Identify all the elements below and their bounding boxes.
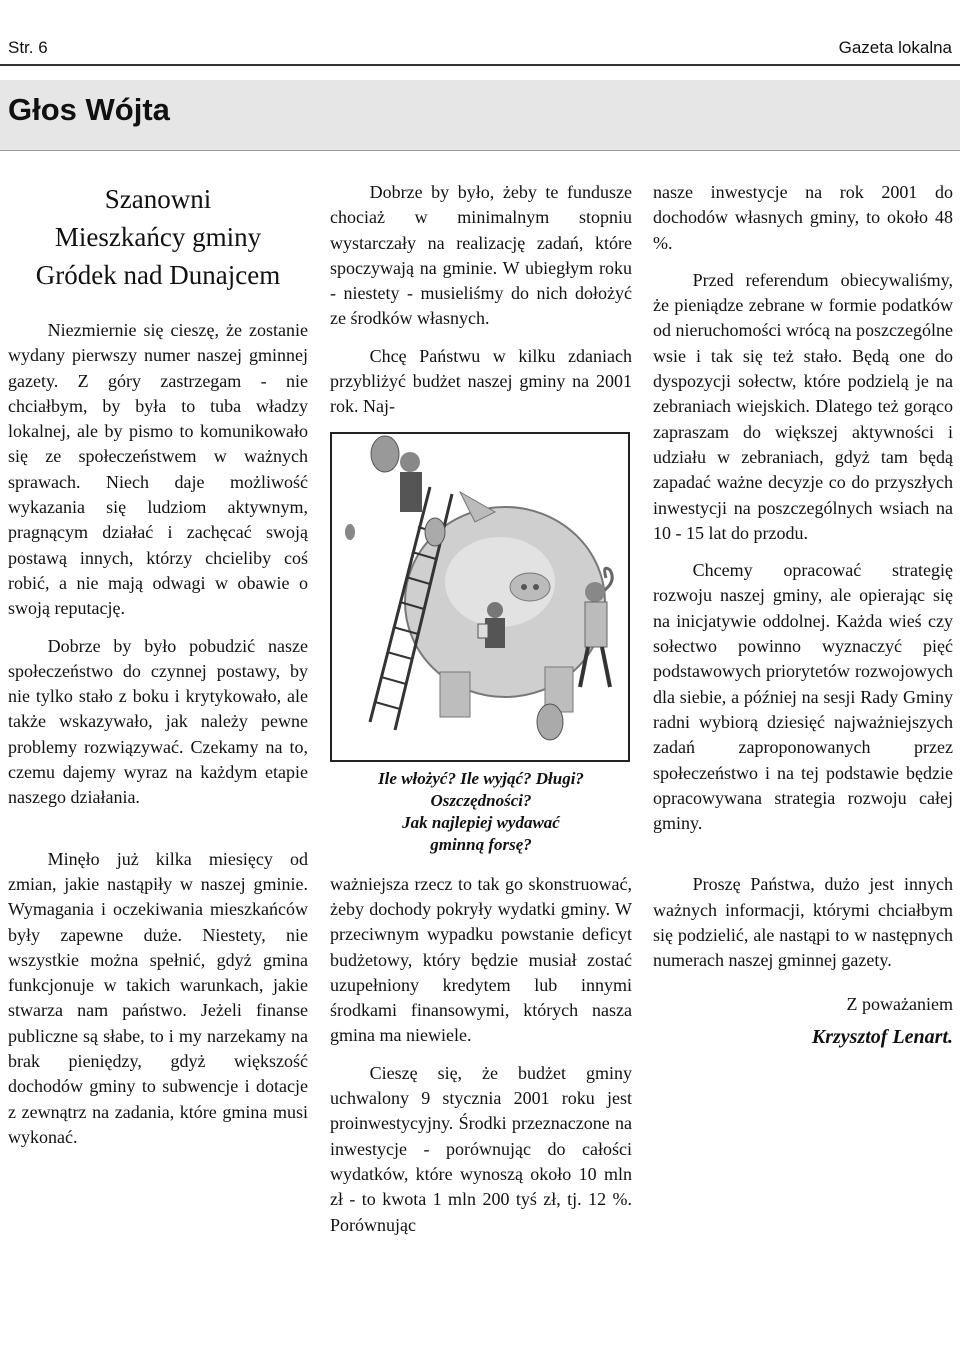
caption-line: gminną forsę?: [430, 834, 532, 854]
paragraph: ważniejsza rzecz to tak go skonstruować, żeby dochody pokryły wydatki gminy. W przeciwnym wypadku powstanie deficyt budżetowy, który będzie musiał zostać uzupełniony kredytem lub innymi środkami finansowymi, których nasza gmina ma niewiele.: [330, 873, 632, 1046]
paragraph: Niezmiernie się cieszę, że zostanie wydany pierwszy numer naszej gminnej gazety. Z góry zastrzegam - nie chciałbym, by była to tuba władzy lokalnej, ale by pismo to komunikowało się ze społeczeństwem w ważnych sprawach. Niech daje możliwość wykazania się ludziom aktywnym, pragnącym działać i zachęcać swoją postawą innych, którzy chcieliby coś robić, a nie mają odwagi w obawie o swoją reputację.: [8, 320, 308, 619]
paragraph: Chcemy opracować strategię rozwoju naszej gminy, ale opierając się na inicjatywie oddolnej. Każda wieś czy sołectwo powinno wyznaczyć pięć podstawowych priorytetów rozwojowych dla siebie, a później na sesji Rady Gminy radni wybiorą dziesięć najważniejszych zadań zaproponowanych przez społeczeństwo i na tej podstawie będzie opracowywana strategia rozwoju całej gminy.: [653, 560, 953, 834]
caption-line: Ile włożyć? Ile wyjąć? Długi?: [378, 768, 584, 788]
caption-line: Oszczędności?: [430, 790, 532, 810]
section-title: Głos Wójta: [8, 92, 170, 127]
title-line: Mieszkańcy gminy: [54, 222, 262, 252]
paragraph: Cieszę się, że budżet gminy uchwalony 9 stycznia 2001 roku jest proinwestycyjny. Środki przeznaczone na inwestycje - porównując do całości wydatków, które wynoszą około 10 mln zł - to kwota 1 mln 200 tyś zł, tj. 12 %. Porównując: [330, 1062, 632, 1235]
paragraph: Przed referendum obiecywaliśmy, że pieniądze zebrane w formie podatków od nieruchomości wrócą na poszczególne wsie i tak się też stało. Będą one do dyspozycji sołectw, które podzielą je na zebraniach wiejskich. Dlatego też gorąco zapraszam do większej aktywności i udziału w zebraniach, gdyż tam będą zapadać ważne decyzje co do przyszłych inwestycji na poszczególnych wsiach na 10 - 15 lat do przodu.: [653, 269, 953, 543]
section-banner: [0, 80, 960, 151]
title-line: Gródek nad Dunajcem: [35, 260, 281, 290]
column-3: [653, 180, 953, 1050]
header-rule: [0, 64, 960, 66]
paragraph: Dobrze by było, żeby te fundusze chociaż w minimalnym stopniu wystarczały na realizację zadań, które spoczywają na gminie. W ubiegłym roku - niestety - musieliśmy do nich dołożyć ze środków własnych.: [330, 182, 632, 329]
title-line: Szanowni: [104, 184, 212, 214]
paragraph: Chcę Państwu w kilku zdaniach przybliżyć budżet naszej gminy na 2001 rok. Naj-: [330, 345, 632, 417]
author-signature: Krzysztof Lenart.: [811, 1025, 953, 1048]
caption-line: Jak najlepiej wydawać: [402, 812, 560, 832]
paragraph: nasze inwestycje na rok 2001 do dochodów własnych gminy, to około 48 %.: [653, 182, 953, 253]
publication-name: Gazeta lokalna: [838, 38, 952, 57]
paragraph: Dobrze by było pobudzić nasze społeczeństwo do czynnej postawy, by nie tylko stało z boku i krytykowało, ale także wskazywało, jak należy pewne problemy rozwiązywać. Czekamy na to, czemu dajemy wyraz na każdym etapie naszego działania.: [8, 635, 308, 808]
piggy-bank-illustration: [330, 432, 630, 762]
piggy-bank-clipart: [330, 432, 630, 762]
paragraph: Proszę Państwa, dużo jest innych ważnych informacji, którymi chciałbym się podzielić, ale nastąpi to w następnych numerach naszej gminnej gazety.: [653, 874, 953, 971]
page-number: Str. 6: [8, 38, 48, 57]
paragraph: Minęło już kilka miesięcy od zmian, jakie nastąpiły w naszej gminie. Wymagania i oczekiwania mieszkańców były zapewne duże. Niestety, nie wszystkie można spełnić, gdyż gmina funkcjonuje w takich warunkach, jakie stwarza nam państwo. Jeżeli finanse publiczne są słabe, to i my narzekamy na brak pieniędzy, gdyż większość dochodów gminy to subwencje i dotacje z zewnątrz na zadania, które gmina musi wykonać.: [8, 848, 308, 1147]
illustration-caption: [330, 768, 632, 856]
column-2: [330, 180, 632, 1250]
column-1: [8, 180, 308, 1162]
article-title: [8, 180, 308, 294]
closing-greeting: Z poważaniem: [846, 993, 953, 1014]
